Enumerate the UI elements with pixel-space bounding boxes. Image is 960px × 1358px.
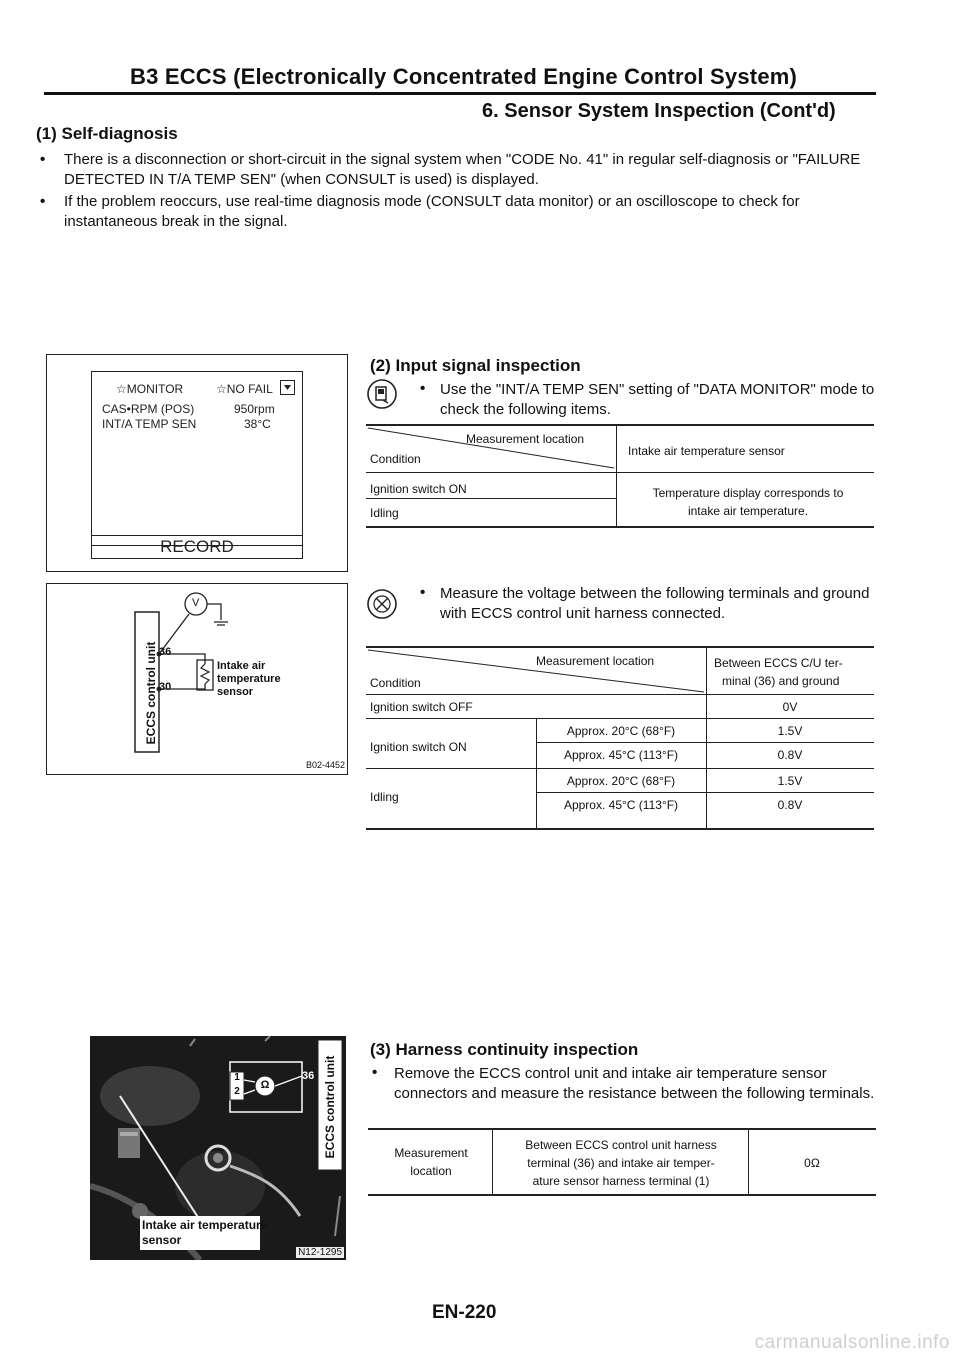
voltage-instruction: Measure the voltage between the following terminals and ground with ECCS control unit harness connected. bbox=[440, 585, 870, 622]
temperature-cell: Approx. 20°C (68°F) bbox=[566, 724, 676, 738]
photo-sensor-label-line: Intake air temperature bbox=[142, 1218, 268, 1232]
no-fail-label: ☆NO FAIL bbox=[216, 382, 273, 396]
input-signal-table bbox=[366, 424, 874, 554]
figure-code: B02-4452 bbox=[305, 760, 345, 770]
page-number: EN-220 bbox=[432, 1302, 497, 1323]
condition-cell: Idling bbox=[370, 790, 399, 804]
temperature-cell: Approx. 45°C (113°F) bbox=[563, 798, 679, 812]
terminal-36-label: 36 bbox=[159, 646, 172, 658]
circuit-diagram bbox=[46, 583, 348, 775]
circuit-wiring bbox=[47, 584, 347, 774]
figure-code: N12-1295 bbox=[298, 1247, 342, 1258]
row-divider bbox=[366, 498, 616, 499]
value-cell-line: intake air temperature. bbox=[687, 504, 809, 518]
row-divider bbox=[366, 472, 874, 473]
row-divider bbox=[536, 742, 874, 743]
unit-label-wrap bbox=[318, 1044, 342, 1170]
bullet-item bbox=[40, 192, 880, 232]
voltage-cell: 0.8V bbox=[777, 748, 803, 762]
value-header-line: minal (36) and ground bbox=[722, 674, 840, 688]
condition-cell: Ignition switch OFF bbox=[370, 700, 473, 714]
condition-header: Condition bbox=[370, 676, 421, 690]
measurement-location-header: Measurement location bbox=[536, 654, 655, 668]
scroll-down-icon bbox=[280, 380, 295, 395]
row-divider bbox=[366, 768, 874, 769]
table-bottom-rule bbox=[368, 1194, 876, 1196]
value-cell-line: Temperature display corresponds to bbox=[652, 486, 844, 500]
voltage-cell: 1.5V bbox=[777, 724, 803, 738]
record-button[interactable]: RECORD bbox=[91, 535, 303, 559]
terminal-36-label: 36 bbox=[302, 1070, 315, 1082]
engine-photo bbox=[90, 1036, 346, 1260]
row-divider bbox=[536, 792, 874, 793]
desc-cell-line: Between ECCS control unit harness bbox=[525, 1138, 717, 1152]
voltage-cell: 0.8V bbox=[777, 798, 803, 812]
monitor-label: ☆MONITOR bbox=[116, 382, 184, 396]
bullet-text: If the problem reoccurs, use real-time diagnosis mode (CONSULT data monitor) or an oscilloscope to check for instantaneous break in the signal. bbox=[64, 193, 800, 230]
table-bottom-rule bbox=[366, 828, 874, 830]
terminal-30-label: 30 bbox=[159, 681, 172, 693]
consult-icon bbox=[366, 378, 398, 410]
row-divider bbox=[366, 694, 874, 695]
sensor-label-line: Intake air bbox=[217, 660, 266, 672]
instruction-bullet-icon: • bbox=[420, 380, 426, 397]
continuity-instruction: Remove the ECCS control unit and intake air temperature sensor connectors and measure the resistance between the following terminals. bbox=[394, 1065, 875, 1102]
label-cell-line: Measurement bbox=[394, 1146, 468, 1160]
consult-screen-figure bbox=[46, 354, 348, 572]
sensor-label bbox=[217, 660, 281, 699]
unit-label-wrap bbox=[143, 638, 159, 748]
value-header-line: Between ECCS C/U ter- bbox=[714, 656, 843, 670]
sensor-label-line: sensor bbox=[217, 686, 254, 698]
instruction-bullet-icon: • bbox=[420, 584, 426, 601]
value-header: Intake air temperature sensor bbox=[628, 444, 785, 458]
photo-sensor-label bbox=[142, 1218, 267, 1248]
desc-cell-line: ature sensor harness terminal (1) bbox=[532, 1174, 710, 1188]
unit-label: ECCS control unit bbox=[144, 641, 158, 745]
bullet-dot-icon: • bbox=[40, 151, 46, 168]
photo-sensor-label-line: sensor bbox=[142, 1233, 182, 1247]
monitor-row-label: INT/A TEMP SEN bbox=[102, 417, 197, 431]
consult-display bbox=[91, 371, 303, 546]
temperature-cell: Approx. 20°C (68°F) bbox=[566, 774, 676, 788]
condition-cell: Ignition switch ON bbox=[370, 482, 467, 496]
pin-2-label: 2 bbox=[234, 1086, 240, 1097]
monitor-row-value: 950rpm bbox=[234, 402, 275, 416]
monitor-row-label: CAS•RPM (POS) bbox=[102, 402, 195, 416]
table-bottom-rule bbox=[366, 526, 874, 528]
voltage-table bbox=[366, 646, 874, 832]
label-cell-line: location bbox=[410, 1164, 452, 1178]
pin-1-label: 1 bbox=[234, 1072, 240, 1083]
condition-cell: Ignition switch ON bbox=[370, 740, 467, 754]
resistance-cell: 0Ω bbox=[804, 1156, 820, 1170]
ohmmeter-label: Ω bbox=[260, 1079, 270, 1091]
continuity-table bbox=[368, 1128, 876, 1202]
row-divider bbox=[366, 718, 874, 719]
self-diagnosis-title: (1) Self-diagnosis bbox=[36, 124, 178, 143]
condition-cell: Idling bbox=[370, 506, 399, 520]
sensor-label-line: temperature bbox=[217, 673, 281, 685]
input-signal-instruction: Use the "INT/A TEMP SEN" setting of "DATA MONITOR" mode to check the following items. bbox=[440, 381, 875, 418]
condition-header: Condition bbox=[370, 452, 421, 466]
temperature-cell: Approx. 45°C (113°F) bbox=[563, 748, 679, 762]
voltage-cell: 1.5V bbox=[777, 774, 803, 788]
watermark: carmanualsonline.info bbox=[754, 1332, 950, 1353]
page-title: B3 ECCS (Electronically Concentrated Engine Control System) bbox=[130, 64, 798, 89]
desc-cell-line: terminal (36) and intake air temper- bbox=[527, 1156, 715, 1170]
header-rule bbox=[44, 92, 876, 95]
measurement-location-header: Measurement location bbox=[466, 432, 585, 446]
bullet-item bbox=[40, 150, 880, 190]
monitor-row-value: 38°C bbox=[244, 417, 271, 431]
input-signal-title: (2) Input signal inspection bbox=[370, 356, 581, 375]
voltmeter-icon bbox=[366, 588, 398, 620]
bullet-dot-icon: • bbox=[40, 193, 46, 210]
section-subtitle: 6. Sensor System Inspection (Cont'd) bbox=[482, 100, 836, 122]
instruction-bullet-icon: • bbox=[372, 1064, 378, 1081]
voltmeter-label: V bbox=[192, 597, 200, 609]
continuity-title: (3) Harness continuity inspection bbox=[370, 1040, 639, 1059]
unit-label: ECCS control unit bbox=[323, 1055, 337, 1159]
column-divider bbox=[492, 1130, 493, 1194]
bullet-text: There is a disconnection or short-circuit in the signal system when "CODE No. 41" in regular self-diagnosis or "FAILURE DETECTED IN T/A TEMP SEN" (when CONSULT is used) is displayed. bbox=[64, 151, 861, 188]
column-divider bbox=[616, 426, 617, 526]
voltage-cell: 0V bbox=[782, 700, 798, 714]
